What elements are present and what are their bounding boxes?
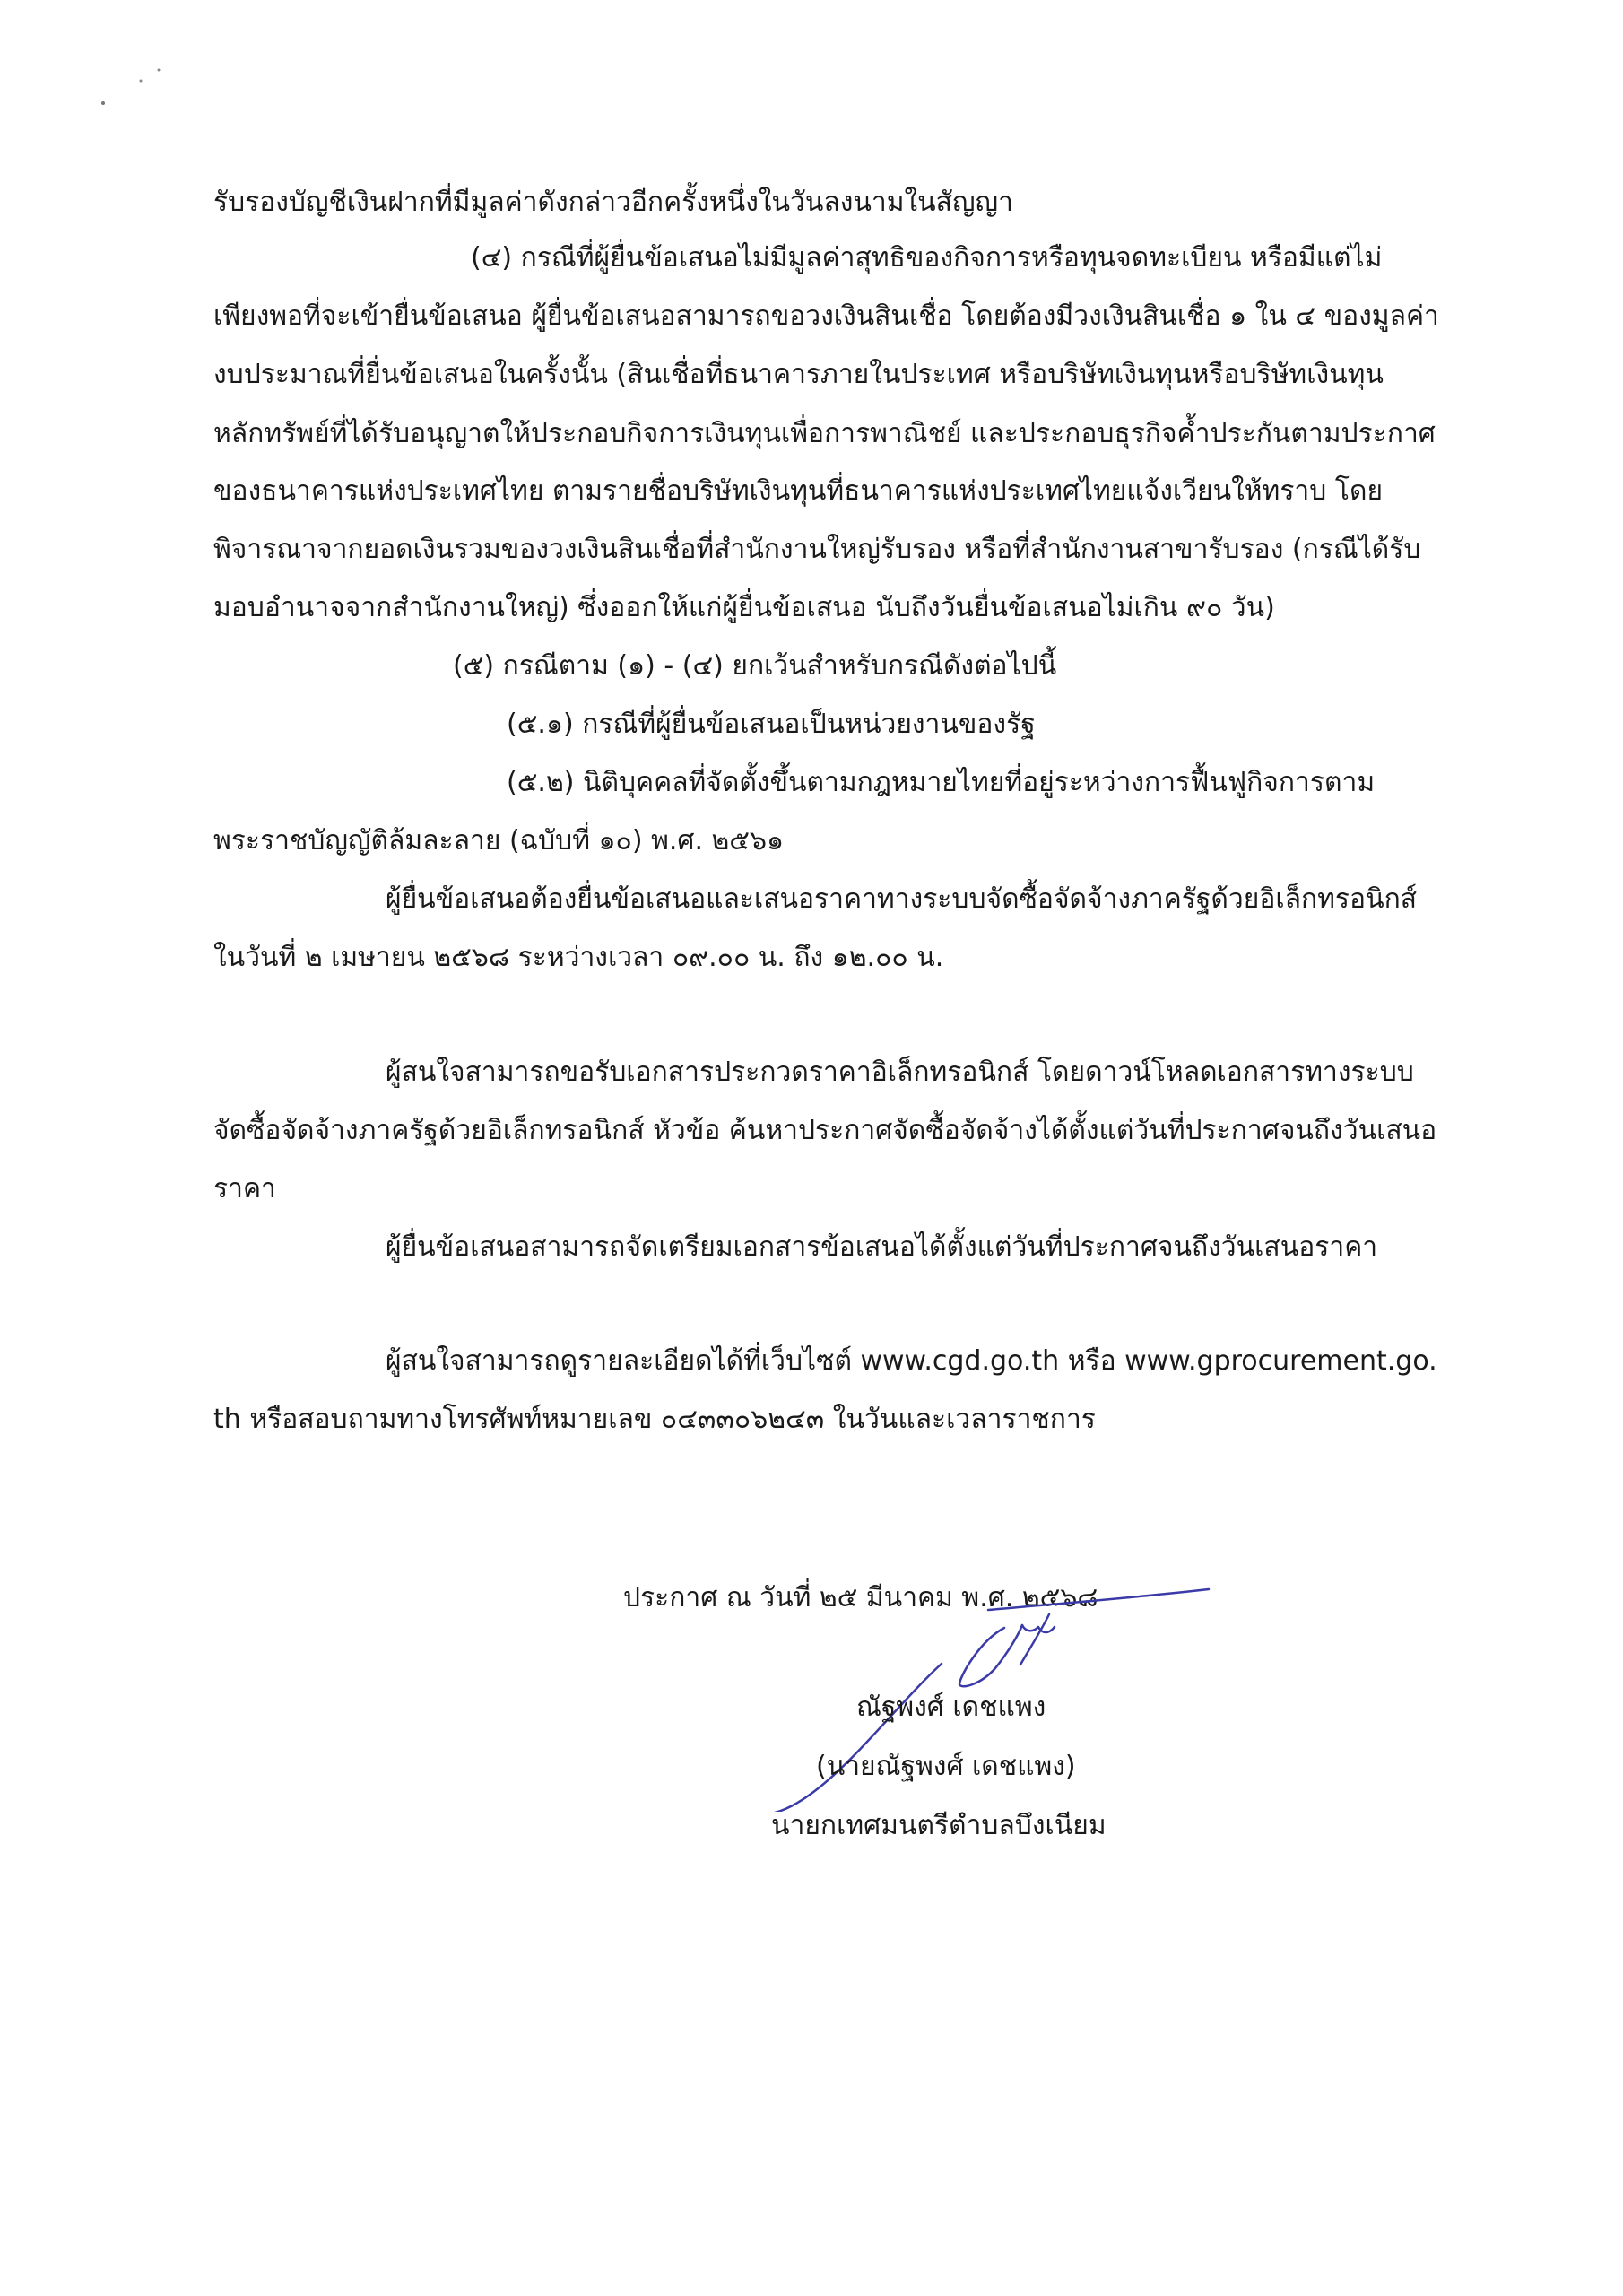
body-line-7: พิจารณาจากยอดเงินรวมของวงเงินสินเชื่อที่สำนักงานใหญ่รับรอง หรือที่สำนักงานสาขารับรอง (กรณีได้รับ bbox=[213, 534, 1421, 565]
body-line-13: ผู้ยื่นข้อเสนอต้องยื่นข้อเสนอและเสนอราคาทางระบบจัดซื้อจัดจ้างภาครัฐด้วยอิเล็กทรอนิกส์ bbox=[386, 883, 1418, 915]
body-line-6: ของธนาคารแห่งประเทศไทย ตามรายชื่อบริษัทเงินทุนที่ธนาคารแห่งประเทศไทยแจ้งเวียนให้ทราบ โดย bbox=[213, 475, 1384, 507]
body-line-19: ผู้สนใจสามารถดูรายละเอียดได้ที่เว็บไซต์ www.cgd.go.th หรือ www.gprocurement.go. bbox=[386, 1345, 1437, 1377]
body-line-3: เพียงพอที่จะเข้ายื่นข้อเสนอ ผู้ยื่นข้อเสนอสามารถขอวงเงินสินเชื่อ โดยต้องมีวงเงินสินเชื่อ ๑ ใน ๔ ของมูลค่า bbox=[213, 300, 1439, 332]
body-line-11: (๕.๒) นิติบุคคลที่จัดตั้งขึ้นตามกฎหมายไทยที่อยู่ระหว่างการฟื้นฟูกิจการตาม bbox=[507, 767, 1376, 798]
body-line-18: ผู้ยื่นข้อเสนอสามารถจัดเตรียมเอกสารข้อเสนอได้ตั้งแต่วันที่ประกาศจนถึงวันเสนอราคา bbox=[386, 1231, 1378, 1263]
body-line-20: th หรือสอบถามทางโทรศัพท์หมายเลข ๐๔๓๓๐๖๒๔๓ ในวันและเวลาราชการ bbox=[213, 1404, 1096, 1435]
signer-full-name: (นายณัฐพงศ์ เดชแพง) bbox=[816, 1751, 1076, 1782]
body-line-14: ในวันที่ ๒ เมษายน ๒๕๖๘ ระหว่างเวลา ๐๙.๐๐ น. ถึง ๑๒.๐๐ น. bbox=[213, 942, 944, 973]
body-line-1: รับรองบัญชีเงินฝากที่มีมูลค่าดังกล่าวอีกครั้งหนึ่งในวันลงนามในสัญญา bbox=[213, 187, 1013, 218]
signer-name: ณัฐพงศ์ เดชแพง bbox=[856, 1692, 1046, 1723]
signer-title: นายกเทศมนตรีตำบลบึงเนียม bbox=[771, 1810, 1107, 1841]
body-line-15: ผู้สนใจสามารถขอรับเอกสารประกวดราคาอิเล็กทรอนิกส์ โดยดาวน์โหลดเอกสารทางระบบ bbox=[386, 1057, 1414, 1088]
signature-date-line: ประกาศ ณ วันที่ ๒๕ มีนาคม พ.ศ. ๒๕๖๘ bbox=[623, 1582, 1098, 1613]
body-line-16: จัดซื้อจัดจ้างภาครัฐด้วยอิเล็กทรอนิกส์ หัวข้อ ค้นหาประกาศจัดซื้อจัดจ้างได้ตั้งแต่วันที่ประกาศจนถึงวันเสนอ bbox=[213, 1115, 1437, 1146]
body-line-4: งบประมาณที่ยื่นข้อเสนอในครั้งนั้น (สินเชื่อที่ธนาคารภายในประเทศ หรือบริษัทเงินทุนหรือบริษัทเงินทุน bbox=[213, 359, 1384, 390]
body-line-5: หลักทรัพย์ที่ได้รับอนุญาตให้ประกอบกิจการเงินทุนเพื่อการพาณิชย์ และประกอบธุรกิจค้ำประกันตามประกาศ bbox=[213, 418, 1436, 449]
body-line-2: (๔) กรณีที่ผู้ยื่นข้อเสนอไม่มีมูลค่าสุทธิของกิจการหรือทุนจดทะเบียน หรือมีแต่ไม่ bbox=[471, 242, 1383, 274]
body-line-8: มอบอำนาจจากสำนักงานใหญ่) ซึ่งออกให้แก่ผู้ยื่นข้อเสนอ นับถึงวันยื่นข้อเสนอไม่เกิน ๙๐ วัน) bbox=[213, 592, 1275, 623]
body-line-17: ราคา bbox=[213, 1173, 276, 1205]
body-line-12: พระราชบัญญัติล้มละลาย (ฉบับที่ ๑๐) พ.ศ. ๒๕๖๑ bbox=[213, 825, 785, 857]
scan-specks bbox=[85, 54, 193, 117]
body-line-10: (๕.๑) กรณีที่ผู้ยื่นข้อเสนอเป็นหน่วยงานของรัฐ bbox=[507, 709, 1036, 740]
body-line-9: (๕) กรณีตาม (๑) - (๔) ยกเว้นสำหรับกรณีดังต่อไปนี้ bbox=[453, 650, 1057, 682]
